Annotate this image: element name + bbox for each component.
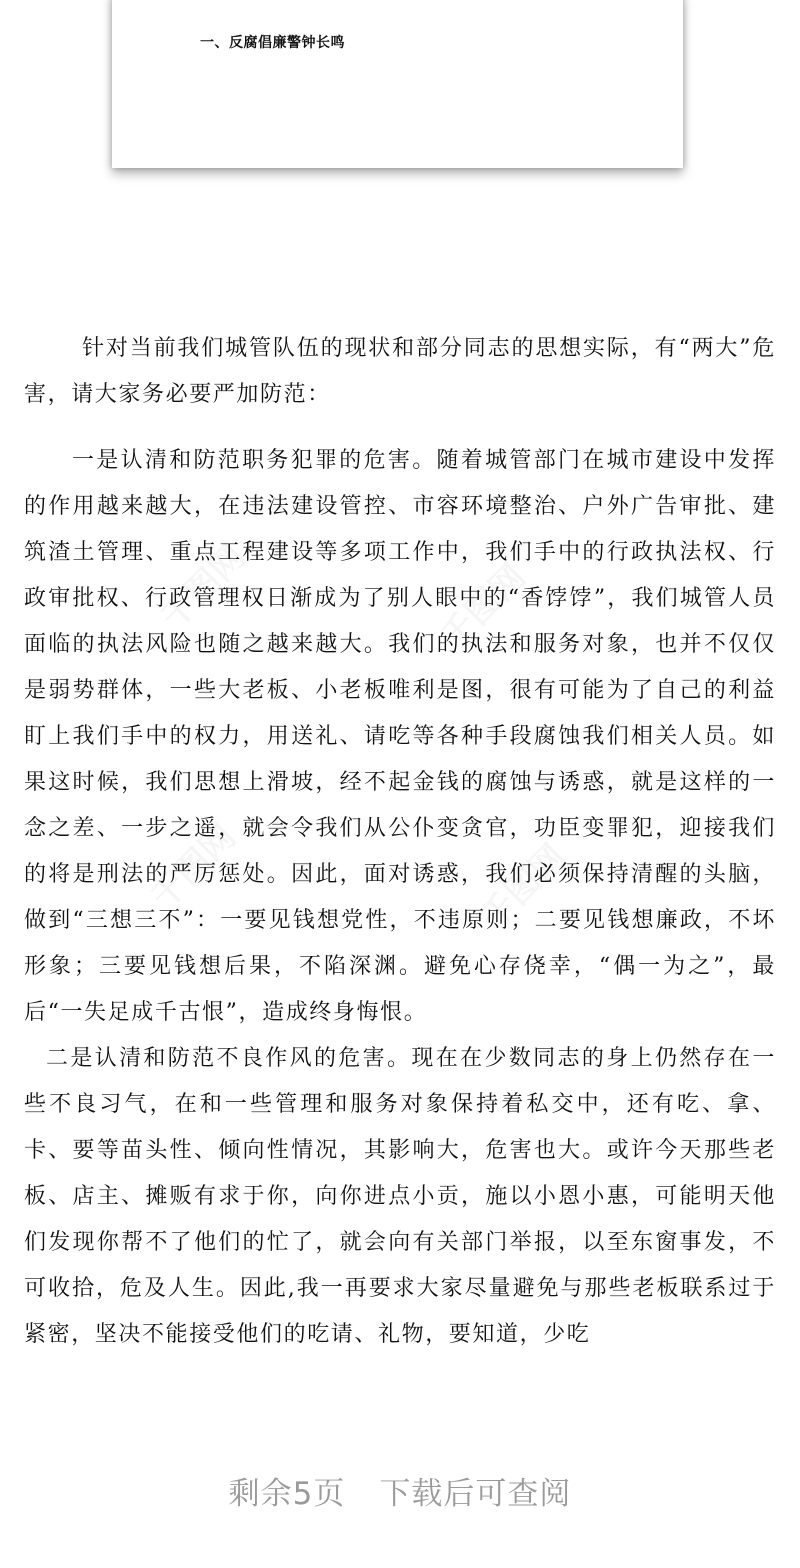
preview-heading: 一、反腐倡廉警钟长鸣 [200, 35, 345, 51]
paragraph-bad-conduct: 二是认清和防范不良作风的危害。现在在少数同志的身上仍然存在一些不良习气，在和一些管理和服务对象保持着私交中，还有吃、拿、卡、要等苗头性、倾向性情况，其影响大，危害也大。或许今天那些老板、店主、摊贩有求于你，向你进点小贡，施以小恩小惠，可能明天他们发现你帮不了他们的忙了，就会向有关部门举报，以至东窗事发，不可收拾，危及人生。因此,我一再要求大家尽量避免与那些老板联系过于紧密，坚决不能接受他们的吃请、礼物，要知道，少吃 [24, 1046, 776, 1347]
document-body [24, 326, 776, 1358]
paragraph-intro: 针对当前我们城管队伍的现状和部分同志的思想实际，有“两大”危害，请大家务必要严加防范： [24, 336, 776, 407]
paragraph-duty-crime: 一是认清和防范职务犯罪的危害。随着城管部门在城市建设中发挥的作用越来越大，在违法建设管控、市容环境整治、户外广告审批、建筑渣土管理、重点工程建设等多项工作中，我们手中的行政执法权、行政审批权、行政管理权日渐成为了别人眼中的“香饽饽”，我们城管人员面临的执法风险也随之越来越大。我们的执法和服务对象，也并不仅仅是弱势群体，一些大老板、小老板唯利是图，很有可能为了自己的利益盯上我们手中的权力，用送礼、请吃等各种手段腐蚀我们相关人员。如果这时候，我们思想上滑坡，经不起金钱的腐蚀与诱惑，就是这样的一念之差、一步之遥，就会令我们从公仆变贪官，功臣变罪犯，迎接我们的将是刑法的严厉惩处。因此，面对诱惑，我们必须保持清醒的头脑，做到“三想三不”：一要见钱想党性，不违原则；二要见钱想廉政，不坏形象；三要见钱想后果，不陷深渊。避免心存侥幸，“偶一为之”，最后“一失足成千古恨”，造成终身悔恨。 [24, 448, 776, 1025]
download-to-view-label: 下载后可查阅 [379, 1476, 572, 1512]
preview-page-card [112, 0, 683, 168]
download-prompt[interactable] [0, 1468, 800, 1513]
remaining-pages-label: 剩余5页 [228, 1476, 346, 1512]
